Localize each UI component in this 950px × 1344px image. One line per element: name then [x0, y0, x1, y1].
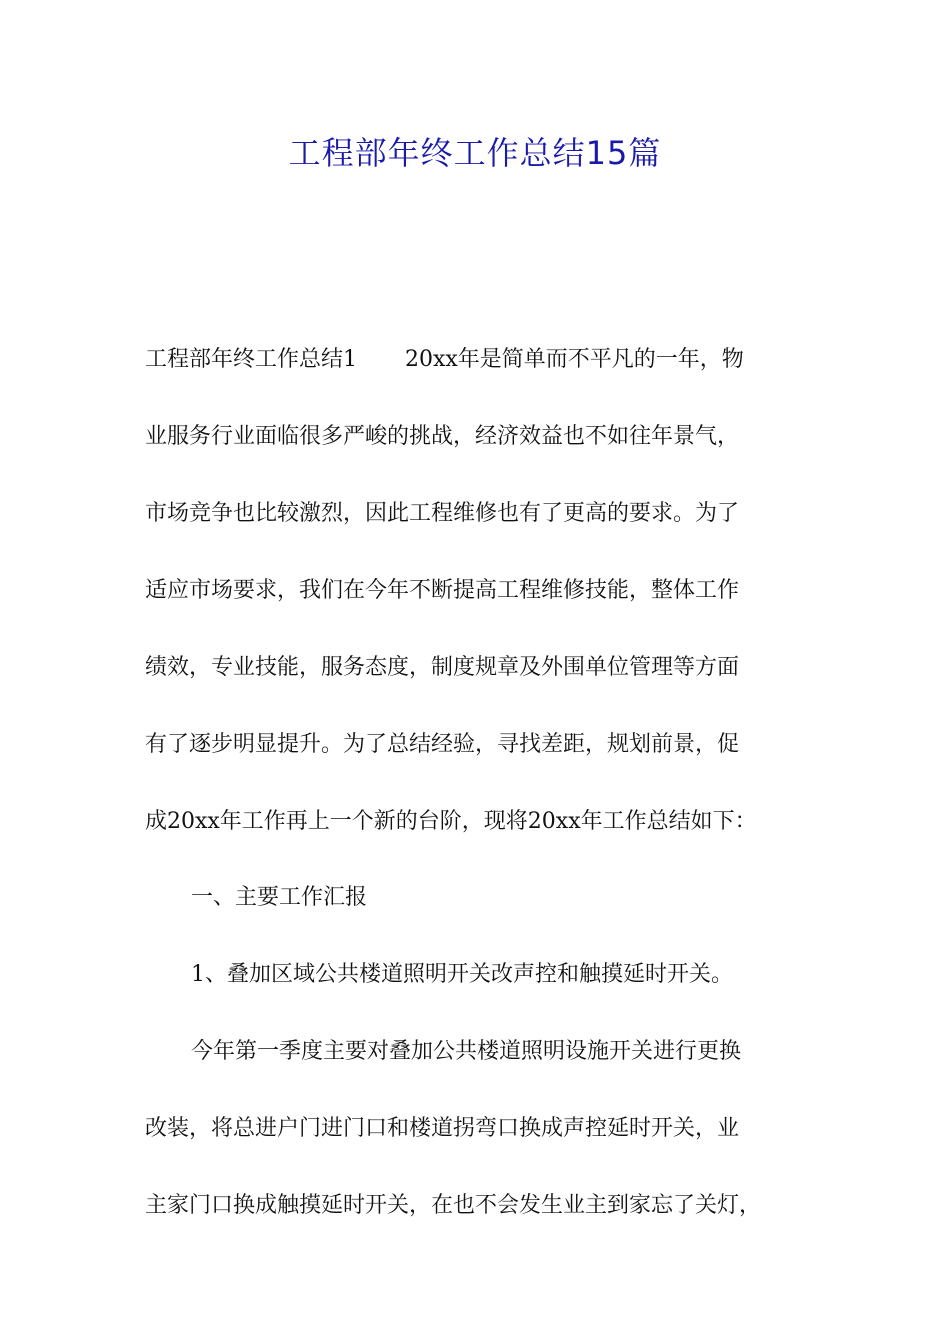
paragraph-line-3: 市场竞争也比较激烈，因此工程维修也有了更高的要求。为了	[145, 501, 740, 526]
paragraph-line-12: 主家门口换成触摸延时开关，在也不会发生业主到家忘了关灯，	[145, 1193, 762, 1218]
section-heading: 一、主要工作汇报	[191, 885, 368, 910]
line-text: 20xx年是简单而不平凡的一年，物	[405, 347, 744, 372]
paragraph-line-5: 绩效，专业技能，服务态度，制度规章及外围单位管理等方面	[145, 655, 740, 680]
paragraph-line-7: 成20xx年工作再上一个新的台阶，现将20xx年工作总结如下：	[145, 809, 757, 834]
subsection-heading: 1、叠加区域公共楼道照明开关改声控和触摸延时开关。	[191, 962, 733, 987]
document-title: 工程部年终工作总结15篇	[288, 134, 662, 172]
paragraph-line-10: 今年第一季度主要对叠加公共楼道照明设施开关进行更换	[191, 1039, 742, 1064]
section-lead: 工程部年终工作总结1	[145, 347, 357, 372]
paragraph-line-2: 业服务行业面临很多严峻的挑战，经济效益也不如往年景气，	[145, 424, 740, 449]
paragraph-line-6: 有了逐步明显提升。为了总结经验，寻找差距，规划前景，促	[145, 732, 740, 757]
paragraph-line-4: 适应市场要求，我们在今年不断提高工程维修技能，整体工作	[145, 578, 740, 603]
paragraph-line-1	[145, 347, 744, 373]
paragraph-line-11: 改装，将总进户门进门口和楼道拐弯口换成声控延时开关，业	[145, 1116, 740, 1141]
